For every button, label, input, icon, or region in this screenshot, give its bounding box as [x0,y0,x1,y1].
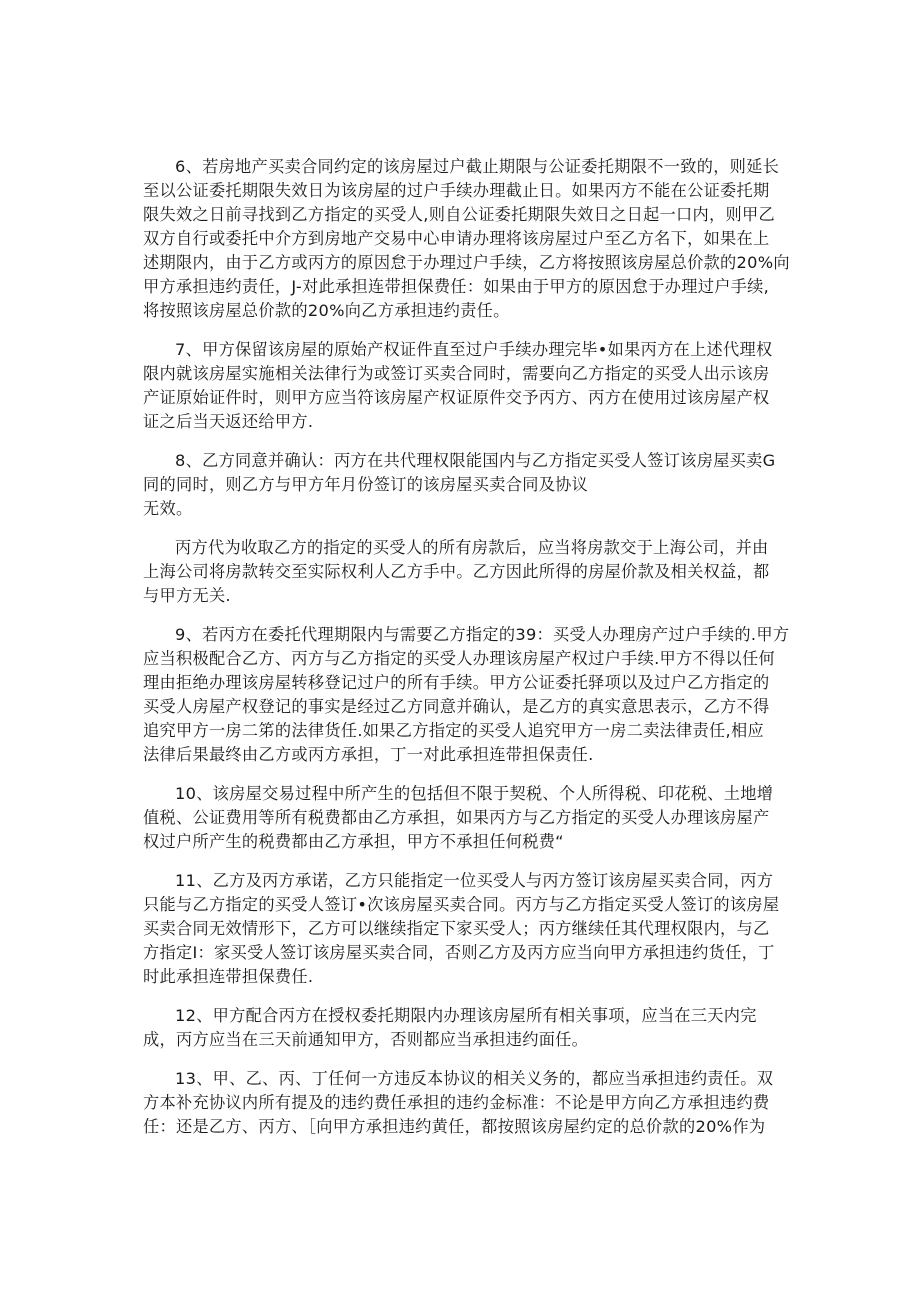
text-line: 7、甲方保留该房屋的原始产权证件直至过户手续办理完毕•如果丙方在上述代理权 [175,340,773,359]
text-line: 8、乙方同意并确认：丙方在共代理权限能国内与乙方指定买受人签订该房屋买卖G [175,451,776,470]
text-line: 权过户所产生的税费都由乙方承担，甲方不承担任何税费“ [143,832,564,851]
text-line: 与甲方无关. [143,586,231,605]
text-line: 方指定I：家买受人签订该房屋买卖合同，否则乙方及丙方应当向甲方承担违约货任，丁 [143,943,775,962]
document-body [143,155,788,1154]
text-line: 只能与乙方指定的买受人签订•次该房屋买卖合同。丙方与乙方指定买受人签订的该房屋 [143,895,780,914]
payment-paragraph [143,536,788,608]
text-line: 12、甲方配合丙方在授权委托期限内办理该房屋所有相关事项，应当在三天内完 [175,1006,757,1025]
clause-6-paragraph [143,155,788,323]
text-line: 10、该房屋交易过程中所产生的包括但不限于契税、个人所得税、印花税、土地增 [175,784,774,803]
text-line: 同的同时，则乙方与甲方年月份签订的该房屋买卖合同及协议 [143,475,589,494]
text-line: 买受人房屋产权登记的事实是经过乙方同意并确认，是乙方的真实意思表示，乙方不得 [143,697,770,716]
clause-7-paragraph [143,338,788,434]
text-line: 时此承担连带担保费任. [143,967,314,986]
clause-11-paragraph [143,869,788,989]
text-line: 至以公证委托期限失效日为该房屋的过户手续办理截止日。如果丙方不能在公证委托期 [143,181,770,200]
text-line: 应当积极配合乙方、丙方与乙方指定的买受人办理该房屋产权过户手续.甲方不得以任何 [143,649,775,668]
clause-12-paragraph [143,1004,788,1052]
text-line: 6、若房地产买卖合同约定的该房屋过户截止期限与公证委托期限不一致的，则延长 [175,157,780,176]
text-line: 无效。 [143,499,193,518]
clause-8-paragraph [143,449,788,521]
text-line: 13、甲、乙、丙、丁任何一方违反本协议的相关义务的，都应当承担违约责任。双 [175,1069,774,1088]
text-line: 法律后果最终由乙方或丙方承担，丁一对此承担连带担保责任. [143,745,594,764]
clause-13-paragraph [143,1067,788,1139]
text-line: 任：还是乙方、丙方、［向甲方承担违约黄任，都按照该房屋约定的总价款的20%作为 [143,1117,766,1136]
text-line: 述期限内，由于乙方或丙方的原因怠于办理过户手续，乙方将按照该房屋总价款的20%向 [143,253,790,272]
text-line: 上海公司将房款转交至实际权利人乙方手中。乙方因此所得的房屋价款及相关权益，都 [143,562,770,581]
text-line: 产证原始证件时，则甲方应当符该房屋产权证原件交予丙方、丙方在使用过该房屋产权 [143,388,770,407]
text-line: 理由拒绝办理该房屋转移登记过户的所有手续。甲方公证委托驿项以及过户乙方指定的 [143,673,770,692]
text-line: 将按照该房屋总价款的20%向乙方承担违约责任。 [143,301,510,320]
text-line: 9、若丙方在委托代理期限内与需要乙方指定的39：买受人办理房产过户手续的.甲方 [175,625,790,644]
clause-10-paragraph [143,782,788,854]
text-line: 方本补充协议内所有提及的违约费任承担的违约金标准：不论是甲方向乙方承担违约费 [143,1093,770,1112]
text-line: 成，丙方应当在三天前通知甲方，否则都应当承担违约面任。 [143,1030,589,1049]
text-line: 限失效之日前寻找到乙方指定的买受人,则自公证委托期限失效日之日起一口内，则甲乙 [143,205,775,224]
text-line: 甲方承担违约责任，J-对此承担连带担保费任：如果由于甲方的原因怠于办理过户手续, [143,277,770,296]
text-line: 证之后当天返还给甲方. [143,412,314,431]
text-line: 限内就该房屋实施相关法律行为或签订买卖合同时，需要向乙方指定的买受人出示该房 [143,364,770,383]
text-line: 追究甲方一房二笫的法律货任.如果乙方指定的买受人追究甲方一房二卖法律责任,相应 [143,721,764,740]
text-line: 丙方代为收取乙方的指定的买受人的所有房款后，应当将房款交于上海公司，并由 [175,538,769,557]
clause-9-paragraph [143,623,788,767]
text-line: 双方自行或委托中介方到房地产交易中心申请办理将该房屋过户至乙方名下，如果在上 [143,229,770,248]
text-line: 11、乙方及丙方承诺，乙方只能指定一位买受人与丙方签订该房屋买卖合同，丙方 [175,871,774,890]
text-line: 买卖合同无效情形下，乙方可以继续指定下家买受人；丙方继续任其代理权限内，与乙 [143,919,770,938]
text-line: 值税、公证费用等所有税费都由乙方承担，如果丙方与乙方指定的买受人办理该房屋产 [143,808,770,827]
